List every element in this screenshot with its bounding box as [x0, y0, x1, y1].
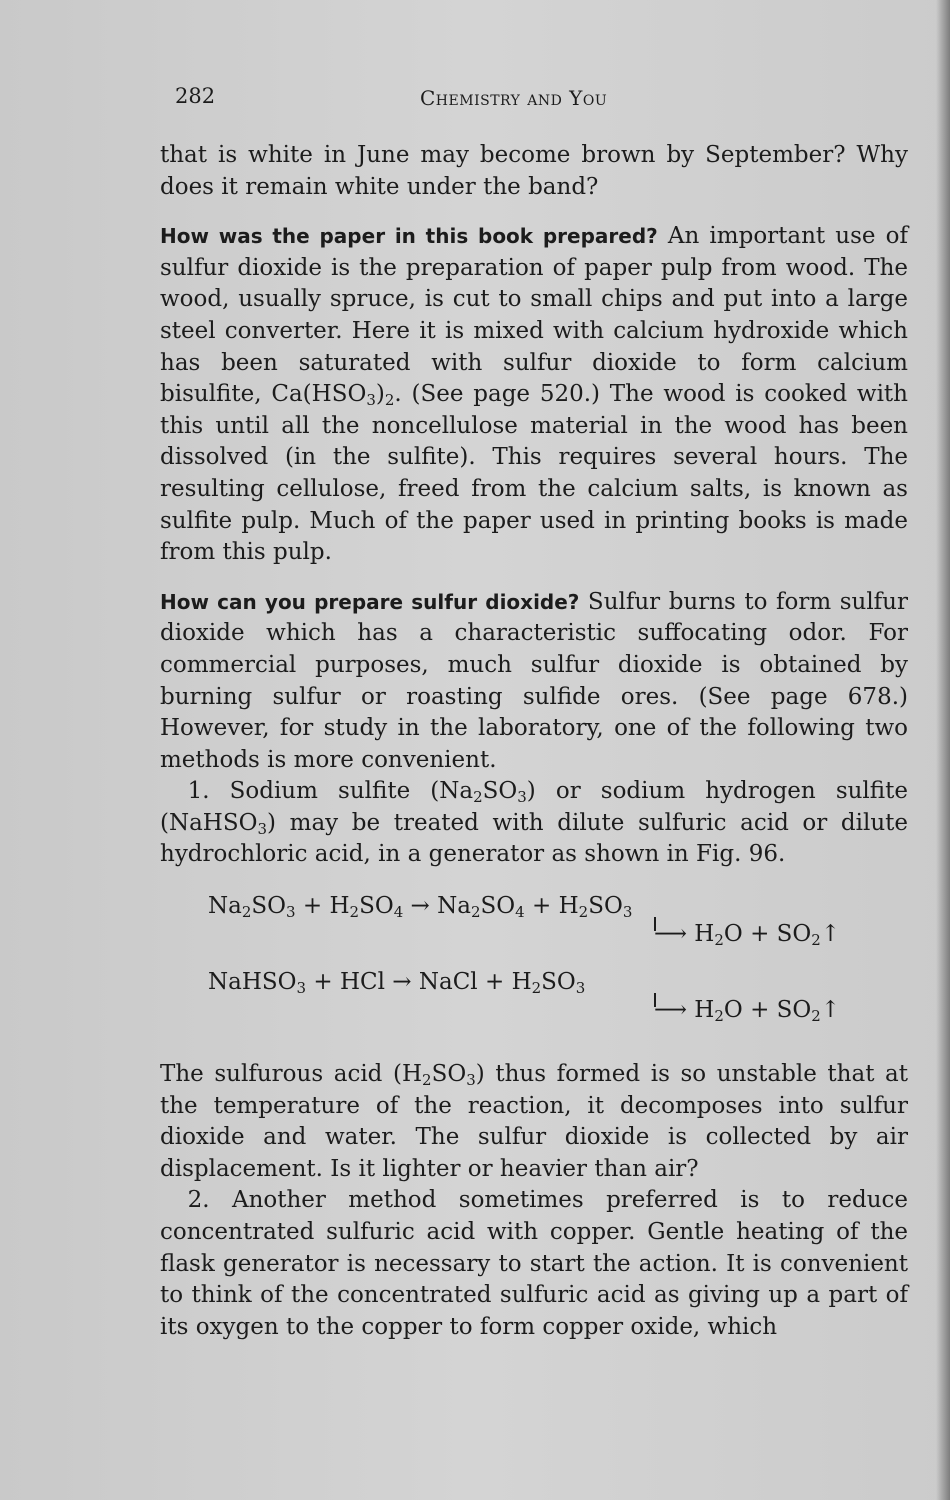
paragraph-continued: that is white in June may become brown by September? Why does it remain white under the band? [160, 142, 908, 200]
page-edge-shadow [936, 0, 950, 1500]
body-text [160, 140, 908, 1343]
running-title: Chemistry and You [420, 86, 608, 110]
equation-1-decomposition: ⟶ $H_2O$ + $SO_2↑$ [654, 921, 841, 950]
paragraph-sulfurous-acid: The sulfurous acid $(H_2SO_3)$ thus formed is so unstable that at the temperature of the reaction, it decomposes into sulfur dioxide and water. The sulfur dioxide is collected by air displacement. Is it lighter or heavier than air? [160, 1061, 908, 1182]
running-head [0, 84, 950, 118]
equation-1: $Na_2SO_3 + H_2SO_4 \to Na_2SO_4 + H_2SO_3$ [208, 893, 633, 922]
equations-block [160, 885, 908, 1049]
section-heading-paper: How was the paper in this book prepared? [160, 224, 658, 249]
paragraph-paper: How was the paper in this book prepared? An important use of sulfur dioxide is the preparation of paper pulp from wood. The wood, usually spruce, is cut to small chips and put into a large steel converter. Here it is mixed with calcium hydroxide which has been saturated with sulfur dioxide to form calcium bisulfite, $Ca(HSO_3)_2$. (See page 520.) The wood is cooked with this until all the noncellulose material in the wood has been dissolved (in the sulfite). This requires several hours. The resulting cellulose, freed from the calcium salts, is known as sulfite pulp. Much of the paper used in printing books is made from this pulp. [160, 223, 908, 566]
paragraph-method-2: 2. Another method sometimes preferred is to reduce concentrated sulfuric acid with copper. Gentle heating of the flask generator is necessary to start the action. It is convenient to think of the concentrated sulfuric acid as giving up a part of its oxygen to the copper to form copper oxide, which [160, 1187, 908, 1340]
equation-2-decomposition: ⟶ $H_2O$ + $SO_2↑$ [654, 997, 841, 1026]
page-number: 282 [175, 84, 216, 108]
equation-2: NaHSO$_3$ + HCl → NaCl + $H_2SO_3$ [208, 969, 586, 998]
paragraph-prepare: How can you prepare sulfur dioxide? Sulfur burns to form sulfur dioxide which has a characteristic suffocating odor. For commercial purposes, much sulfur dioxide is obtained by burning sulfur or roasting sulfide ores. (See page 678.) However, for study in the laboratory, one of the following two methods is more convenient. [160, 588, 908, 773]
section-heading-prepare: How can you prepare sulfur dioxide? [160, 589, 580, 614]
paragraph-method-1: 1. Sodium sulfite $(Na_2SO_3)$ or sodium hydrogen sulfite (NaHSO$_3$) may be treated with dilute sulfuric acid or dilute hydrochloric acid, in a generator as shown in Fig. 96. [160, 778, 908, 868]
